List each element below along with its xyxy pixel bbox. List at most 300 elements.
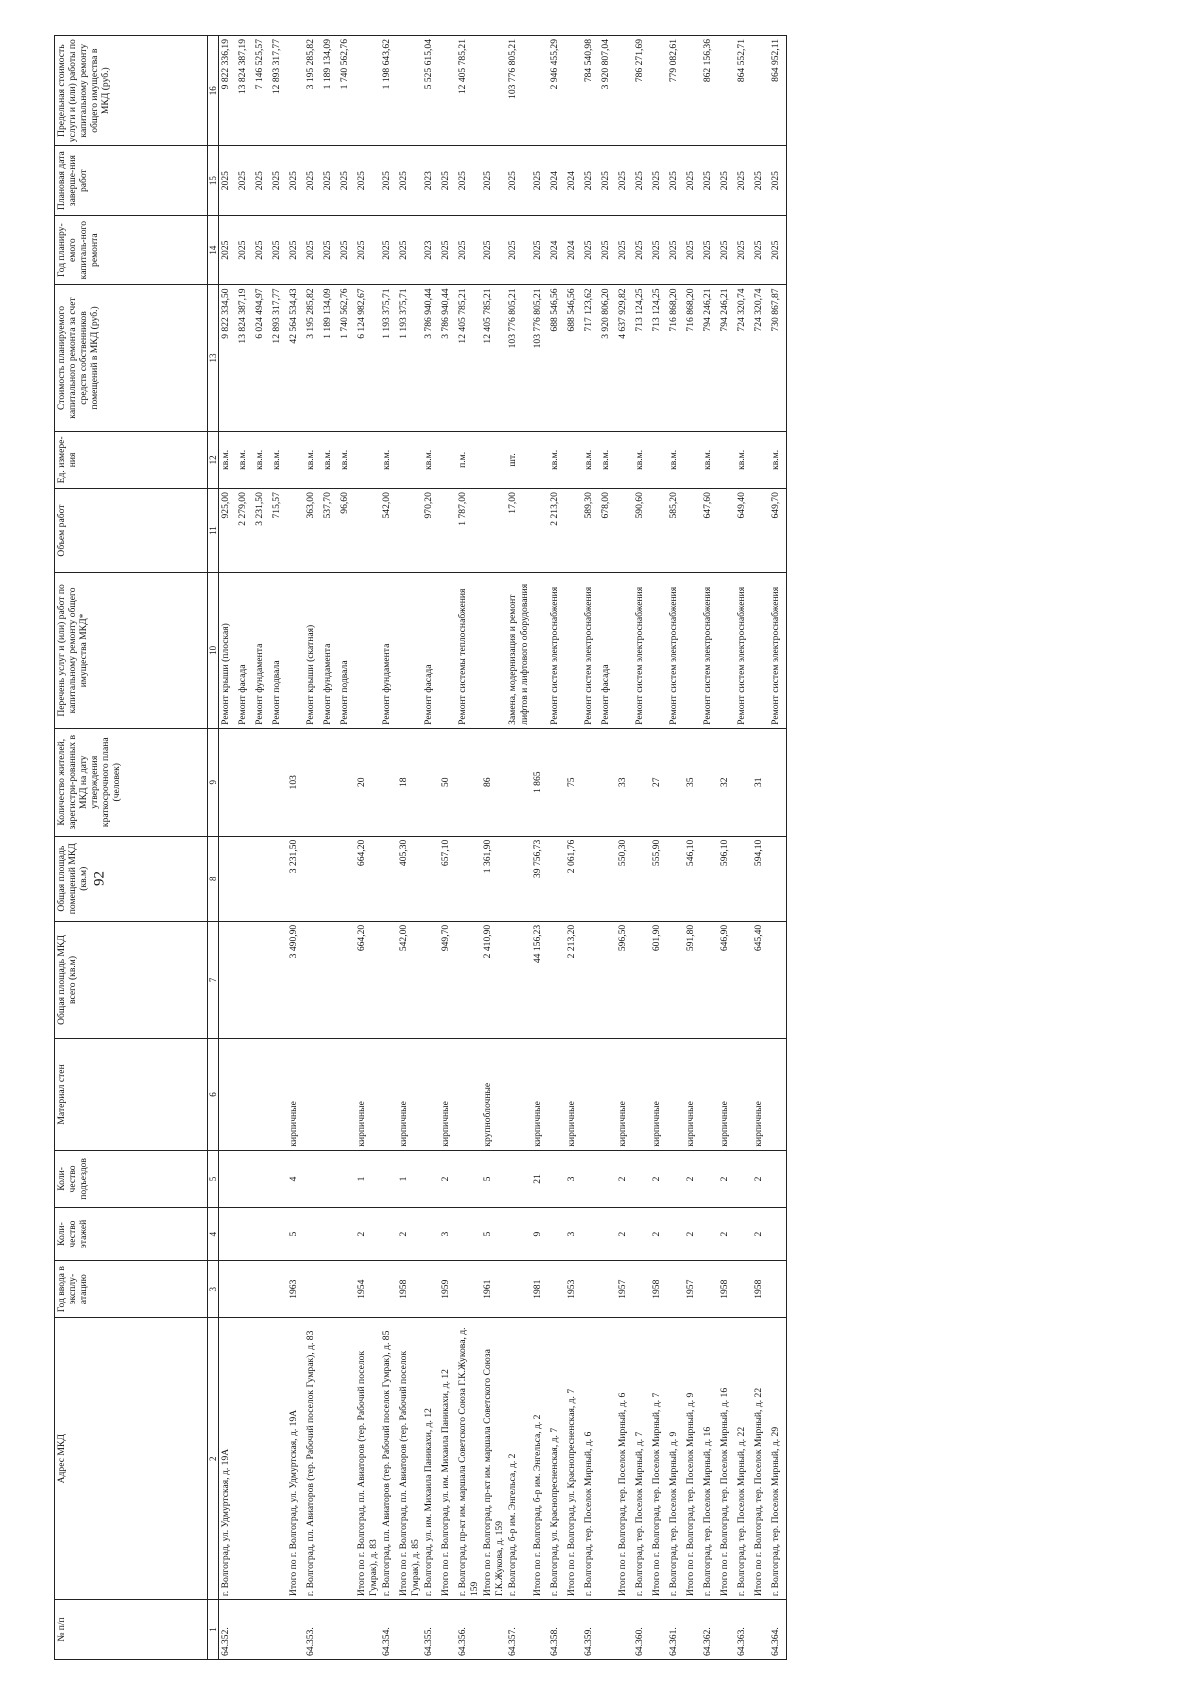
- table-cell: [338, 1260, 355, 1318]
- table-cell: 591,80: [684, 921, 701, 1038]
- table-cell: [506, 921, 531, 1038]
- table-cell: кв.м.: [236, 431, 253, 489]
- table-cell: кв.м.: [769, 431, 787, 489]
- table-cell: 1981: [531, 1260, 548, 1318]
- table-cell: 17,00: [506, 489, 531, 573]
- table-row: [616, 36, 633, 1660]
- table-cell: [633, 1039, 650, 1150]
- table-cell: [270, 1039, 287, 1150]
- table-cell: [684, 573, 701, 729]
- table-cell: 2025: [456, 146, 481, 216]
- table-cell: 589,30: [582, 489, 599, 573]
- table-cell: 2025: [650, 146, 667, 216]
- table-cell: [599, 836, 616, 921]
- table-cell: 1957: [616, 1260, 633, 1318]
- table-cell: 2025: [380, 146, 397, 216]
- table-cell: 2025: [582, 146, 599, 216]
- table-cell: 542,00: [380, 489, 397, 573]
- table-cell: 3 786 940,44: [422, 285, 439, 431]
- table-row: [397, 36, 422, 1660]
- table-cell: 1958: [650, 1260, 667, 1318]
- table-cell: 64.352.: [219, 1600, 237, 1660]
- table-cell: [219, 1208, 237, 1261]
- table-cell: 3 231,50: [253, 489, 270, 573]
- table-cell: 64.363.: [735, 1600, 752, 1660]
- table-cell: [304, 836, 321, 921]
- column-header: Год ввода в эксплу-атацию: [55, 1260, 208, 1318]
- table-cell: [650, 36, 667, 146]
- table-cell: [397, 489, 422, 573]
- table-cell: г. Волгоград, тер. Поселок Мирный, д. 29: [769, 1318, 787, 1600]
- table-cell: Ремонт систем электроснабжения: [701, 573, 718, 729]
- table-cell: 3 786 940,44: [439, 285, 456, 431]
- table-cell: [701, 728, 718, 836]
- table-cell: 2025: [667, 215, 684, 285]
- table-row: [270, 36, 287, 1660]
- table-cell: 33: [616, 728, 633, 836]
- table-cell: [236, 1318, 253, 1600]
- table-cell: 2025: [599, 146, 616, 216]
- table-cell: [253, 921, 270, 1038]
- table-cell: г. Волгоград, пл. Авиаторов (тер. Рабочий поселок Гумрак), д. 85: [380, 1318, 397, 1600]
- table-cell: 5: [481, 1150, 506, 1208]
- table-cell: [633, 836, 650, 921]
- table-cell: 2024: [565, 215, 582, 285]
- table-cell: 2: [397, 1208, 422, 1261]
- table-row: [752, 36, 769, 1660]
- table-cell: Ремонт систем электроснабжения: [735, 573, 752, 729]
- table-cell: Ремонт подвала: [338, 573, 355, 729]
- table-cell: [506, 1039, 531, 1150]
- table-cell: [599, 1260, 616, 1318]
- table-cell: [599, 728, 616, 836]
- table-cell: [548, 1039, 565, 1150]
- table-cell: 96,60: [338, 489, 355, 573]
- table-cell: 2025: [287, 215, 304, 285]
- table-cell: 537,70: [321, 489, 338, 573]
- table-row: [650, 36, 667, 1660]
- table-cell: [236, 1208, 253, 1261]
- table-cell: 2025: [506, 215, 531, 285]
- table-row: [338, 36, 355, 1660]
- table-cell: [650, 573, 667, 729]
- table-cell: [582, 728, 599, 836]
- table-cell: [321, 1318, 338, 1600]
- table-cell: [355, 489, 380, 573]
- table-cell: 64.361.: [667, 1600, 684, 1660]
- table-cell: 601,90: [650, 921, 667, 1038]
- table-cell: 2025: [582, 215, 599, 285]
- table-cell: 44 156,23: [531, 921, 548, 1038]
- table-cell: [735, 1260, 752, 1318]
- table-cell: кв.м.: [219, 431, 237, 489]
- table-cell: [481, 431, 506, 489]
- table-cell: [633, 921, 650, 1038]
- table-row: [718, 36, 735, 1660]
- table-cell: [667, 1039, 684, 1150]
- table-cell: [582, 836, 599, 921]
- table-cell: [701, 836, 718, 921]
- table-cell: [752, 489, 769, 573]
- column-header: Ед. измере-ния: [55, 431, 208, 489]
- table-cell: [422, 921, 439, 1038]
- table-row: [735, 36, 752, 1660]
- table-cell: г. Волгоград, б-р им. Энгельса, д. 2: [506, 1318, 531, 1600]
- table-row: [219, 36, 237, 1660]
- table-cell: [422, 1039, 439, 1150]
- column-number: 6: [208, 1039, 219, 1150]
- table-cell: кв.м.: [422, 431, 439, 489]
- table-cell: 1958: [397, 1260, 422, 1318]
- table-cell: 1 198 643,62: [380, 36, 397, 146]
- table-row: [633, 36, 650, 1660]
- table-cell: 1: [397, 1150, 422, 1208]
- table-cell: 713 124,25: [633, 285, 650, 431]
- table-cell: 3 920 806,20: [599, 285, 616, 431]
- table-cell: [650, 431, 667, 489]
- table-row: [565, 36, 582, 1660]
- table-cell: г. Волгоград, пр-кт им. маршала Советского Союза Г.К.Жукова, д. 159: [456, 1318, 481, 1600]
- table-cell: Ремонт систем электроснабжения: [548, 573, 565, 729]
- column-number: 1: [208, 1600, 219, 1660]
- table-cell: [701, 1039, 718, 1150]
- table-cell: [236, 1039, 253, 1150]
- table-cell: 1959: [439, 1260, 456, 1318]
- table-cell: 784 540,98: [582, 36, 599, 146]
- table-cell: [253, 728, 270, 836]
- table-cell: [236, 1600, 253, 1660]
- table-cell: 3 195 285,82: [304, 36, 321, 146]
- table-cell: кв.м.: [321, 431, 338, 489]
- table-cell: г. Волгоград, пл. Авиаторов (тер. Рабочий поселок Гумрак), д. 83: [304, 1318, 321, 1600]
- table-cell: 546,10: [684, 836, 701, 921]
- table-cell: 2025: [506, 146, 531, 216]
- table-cell: [633, 1150, 650, 1208]
- table-cell: Итого по г. Волгоград, пл. Авиаторов (тер. Рабочий поселок Гумрак), д. 85: [397, 1318, 422, 1600]
- column-header: Стоимость планируемого капитального ремонта за счет средств собственников помещений в МКД (руб.): [55, 285, 208, 431]
- table-cell: [321, 1039, 338, 1150]
- table-cell: [338, 1039, 355, 1150]
- table-cell: 1963: [287, 1260, 304, 1318]
- table-cell: 1 787,00: [456, 489, 481, 573]
- column-header: Коли-чество этажей: [55, 1208, 208, 1261]
- table-cell: г. Волгоград, тер. Поселок Мирный, д. 16: [701, 1318, 718, 1600]
- table-cell: [456, 1260, 481, 1318]
- table-cell: Итого по г. Волгоград, пл. Авиаторов (тер. Рабочий поселок Гумрак), д. 83: [355, 1318, 380, 1600]
- table-cell: [667, 1208, 684, 1261]
- table-cell: 5: [287, 1208, 304, 1261]
- table-cell: [582, 1039, 599, 1150]
- table-cell: 2 946 455,29: [548, 36, 565, 146]
- table-cell: [380, 836, 397, 921]
- table-cell: 64.354.: [380, 1600, 397, 1660]
- table-cell: 12 405 785,21: [456, 285, 481, 431]
- table-cell: 949,70: [439, 921, 456, 1038]
- table-cell: [380, 1260, 397, 1318]
- table-cell: кв.м.: [582, 431, 599, 489]
- table-cell: [456, 728, 481, 836]
- table-row: [422, 36, 439, 1660]
- table-cell: 864 952,11: [769, 36, 787, 146]
- table-cell: Ремонт фасада: [422, 573, 439, 729]
- table-cell: [684, 431, 701, 489]
- table-cell: [304, 1150, 321, 1208]
- table-cell: Ремонт фундамента: [380, 573, 397, 729]
- table-cell: [219, 1039, 237, 1150]
- table-cell: [599, 1039, 616, 1150]
- table-cell: [456, 1039, 481, 1150]
- table-row: [701, 36, 718, 1660]
- table-cell: 2024: [548, 215, 565, 285]
- table-cell: [287, 573, 304, 729]
- table-row: [287, 36, 304, 1660]
- table-cell: [338, 728, 355, 836]
- table-cell: [667, 1260, 684, 1318]
- table-cell: 2 213,20: [548, 489, 565, 573]
- table-cell: [633, 728, 650, 836]
- table-cell: [253, 1039, 270, 1150]
- table-cell: [270, 1318, 287, 1600]
- table-cell: 64.364.: [769, 1600, 787, 1660]
- table-cell: [769, 1039, 787, 1150]
- table-cell: 646,90: [718, 921, 735, 1038]
- table-cell: [253, 1150, 270, 1208]
- table-cell: кирпичные: [718, 1039, 735, 1150]
- table-cell: 2 410,90: [481, 921, 506, 1038]
- table-cell: [616, 489, 633, 573]
- table-cell: 730 867,87: [769, 285, 787, 431]
- table-cell: [650, 1600, 667, 1660]
- table-cell: 2025: [270, 146, 287, 216]
- table-cell: 64.362.: [701, 1600, 718, 1660]
- table-cell: [548, 921, 565, 1038]
- table-cell: [270, 1150, 287, 1208]
- table-cell: 2025: [684, 146, 701, 216]
- table-cell: шт.: [506, 431, 531, 489]
- table-cell: 35: [684, 728, 701, 836]
- table-cell: г. Волгоград, тер. Поселок Мирный, д. 7: [633, 1318, 650, 1600]
- table-cell: [752, 1600, 769, 1660]
- table-cell: [219, 1150, 237, 1208]
- table-cell: 2025: [236, 146, 253, 216]
- table-cell: 649,70: [769, 489, 787, 573]
- table-cell: Итого по г. Волгоград, тер. Поселок Мирный, д. 6: [616, 1318, 633, 1600]
- table-cell: [304, 921, 321, 1038]
- table-cell: Итого по г. Волгоград, ул. Удмуртская, д. 19А: [287, 1318, 304, 1600]
- table-cell: 3: [565, 1208, 582, 1261]
- table-cell: [270, 836, 287, 921]
- table-cell: [616, 36, 633, 146]
- table-cell: [270, 1600, 287, 1660]
- table-cell: 2025: [270, 215, 287, 285]
- table-cell: [270, 1208, 287, 1261]
- table-cell: Ремонт системы теплоснабжения: [456, 573, 481, 729]
- table-cell: г. Волгоград, ул. Краснопресненская, д. 7: [548, 1318, 565, 1600]
- table-cell: 64.353.: [304, 1600, 321, 1660]
- table-cell: Ремонт фундамента: [321, 573, 338, 729]
- table-cell: [287, 431, 304, 489]
- table-cell: Ремонт крыши (скатная): [304, 573, 321, 729]
- table-cell: [565, 431, 582, 489]
- table-cell: кирпичные: [684, 1039, 701, 1150]
- table-cell: 724 320,74: [752, 285, 769, 431]
- table-cell: 18: [397, 728, 422, 836]
- table-cell: 2025: [304, 146, 321, 216]
- table-cell: [531, 36, 548, 146]
- table-cell: 2025: [633, 146, 650, 216]
- table-cell: [380, 1150, 397, 1208]
- table-cell: [548, 728, 565, 836]
- table-cell: [380, 728, 397, 836]
- table-cell: 2025: [321, 146, 338, 216]
- table-cell: [684, 489, 701, 573]
- table-cell: 64.359.: [582, 1600, 599, 1660]
- table-cell: 713 124,25: [650, 285, 667, 431]
- column-number: 13: [208, 285, 219, 431]
- table-cell: 1 193 375,71: [380, 285, 397, 431]
- table-cell: 779 082,61: [667, 36, 684, 146]
- table-cell: 2025: [616, 146, 633, 216]
- table-cell: Итого по г. Волгоград, ул. им. Михаила Паникахи, д. 12: [439, 1318, 456, 1600]
- table-cell: Ремонт систем электроснабжения: [633, 573, 650, 729]
- column-number: 10: [208, 573, 219, 729]
- table-cell: 2025: [236, 215, 253, 285]
- table-cell: 3 490,90: [287, 921, 304, 1038]
- table-cell: 64.355.: [422, 1600, 439, 1660]
- table-cell: [321, 728, 338, 836]
- table-cell: Итого по г. Волгоград, тер. Поселок Мирный, д. 16: [718, 1318, 735, 1600]
- table-cell: 9 822 336,19: [219, 36, 237, 146]
- table-cell: [439, 489, 456, 573]
- table-cell: 64.360.: [633, 1600, 650, 1660]
- table-row: [531, 36, 548, 1660]
- table-cell: [270, 1260, 287, 1318]
- table-cell: 970,20: [422, 489, 439, 573]
- table-cell: 715,57: [270, 489, 287, 573]
- table-cell: 7 146 525,57: [253, 36, 270, 146]
- table-cell: [684, 36, 701, 146]
- column-number: 5: [208, 1150, 219, 1208]
- table-cell: 664,20: [355, 836, 380, 921]
- table-cell: 716 868,20: [684, 285, 701, 431]
- column-header: Количество жителей, зарегистри-рованных в МКД на дату утверждения краткосрочного плана (человек): [55, 728, 208, 836]
- table-cell: 3 920 807,04: [599, 36, 616, 146]
- table-cell: 657,10: [439, 836, 456, 921]
- table-cell: кирпичные: [616, 1039, 633, 1150]
- table-cell: [701, 1260, 718, 1318]
- table-cell: 2025: [752, 146, 769, 216]
- table-cell: [769, 1150, 787, 1208]
- table-cell: [616, 573, 633, 729]
- table-cell: [735, 1039, 752, 1150]
- table-cell: [752, 36, 769, 146]
- table-cell: 3 231,50: [287, 836, 304, 921]
- column-header: Перечень услуг и (или) работ по капитальному ремонту общего имущества МКД*: [55, 573, 208, 729]
- table-cell: Ремонт фасада: [236, 573, 253, 729]
- table-cell: 2025: [355, 146, 380, 216]
- table-cell: 6 024 494,97: [253, 285, 270, 431]
- table-cell: [599, 1208, 616, 1261]
- table-cell: [565, 36, 582, 146]
- table-cell: г. Волгоград, тер. Поселок Мирный, д. 22: [735, 1318, 752, 1600]
- table-cell: 1 740 562,76: [338, 285, 355, 431]
- table-cell: [270, 921, 287, 1038]
- table-cell: [735, 836, 752, 921]
- table-cell: 2025: [684, 215, 701, 285]
- table-cell: [338, 1600, 355, 1660]
- table-cell: 21: [531, 1150, 548, 1208]
- table-cell: 1958: [752, 1260, 769, 1318]
- table-cell: 1 189 134,09: [321, 36, 338, 146]
- column-number: 7: [208, 921, 219, 1038]
- table-cell: Замена, модернизация и ремонт лифтов и лифтового оборудования: [506, 573, 531, 729]
- table-cell: 9: [531, 1208, 548, 1261]
- column-number: 15: [208, 146, 219, 216]
- table-cell: [701, 1150, 718, 1208]
- table-cell: 596,10: [718, 836, 735, 921]
- table-cell: 3 195 285,82: [304, 285, 321, 431]
- table-cell: 64.358.: [548, 1600, 565, 1660]
- column-header: Общая площадь МКД всего (кв.м): [55, 921, 208, 1038]
- table-cell: 75: [565, 728, 582, 836]
- table-cell: [397, 431, 422, 489]
- table-cell: 2: [684, 1150, 701, 1208]
- column-number: 8: [208, 836, 219, 921]
- table-cell: [236, 728, 253, 836]
- table-cell: 2 213,20: [565, 921, 582, 1038]
- table-cell: [355, 431, 380, 489]
- table-cell: [667, 836, 684, 921]
- table-cell: кв.м.: [380, 431, 397, 489]
- table-cell: [769, 1208, 787, 1261]
- table-cell: [236, 1260, 253, 1318]
- table-cell: [718, 489, 735, 573]
- table-cell: 64.357.: [506, 1600, 531, 1660]
- table-cell: [338, 836, 355, 921]
- table-cell: [439, 36, 456, 146]
- table-cell: 1961: [481, 1260, 506, 1318]
- table-cell: [355, 573, 380, 729]
- table-cell: 594,10: [752, 836, 769, 921]
- table-cell: [253, 1318, 270, 1600]
- table-cell: 1 865: [531, 728, 548, 836]
- table-cell: [236, 836, 253, 921]
- table-cell: [650, 489, 667, 573]
- table-cell: [718, 36, 735, 146]
- table-cell: Ремонт подвала: [270, 573, 287, 729]
- table-cell: 2: [439, 1150, 456, 1208]
- table-cell: [456, 836, 481, 921]
- table-cell: 12 405 785,21: [456, 36, 481, 146]
- table-cell: 405,30: [397, 836, 422, 921]
- table-cell: [548, 836, 565, 921]
- table-cell: [253, 1208, 270, 1261]
- table-cell: 2025: [287, 146, 304, 216]
- table-cell: [565, 573, 582, 729]
- table-cell: [338, 1318, 355, 1600]
- table-cell: 724 320,74: [735, 285, 752, 431]
- table-cell: [735, 728, 752, 836]
- table-cell: [531, 489, 548, 573]
- table-cell: [422, 1208, 439, 1261]
- table-cell: 585,20: [667, 489, 684, 573]
- table-cell: [236, 1150, 253, 1208]
- table-cell: 2: [616, 1208, 633, 1261]
- table-cell: 716 868,20: [667, 285, 684, 431]
- table-cell: [506, 1260, 531, 1318]
- table-cell: 103 776 805,21: [506, 285, 531, 431]
- table-cell: [548, 1208, 565, 1261]
